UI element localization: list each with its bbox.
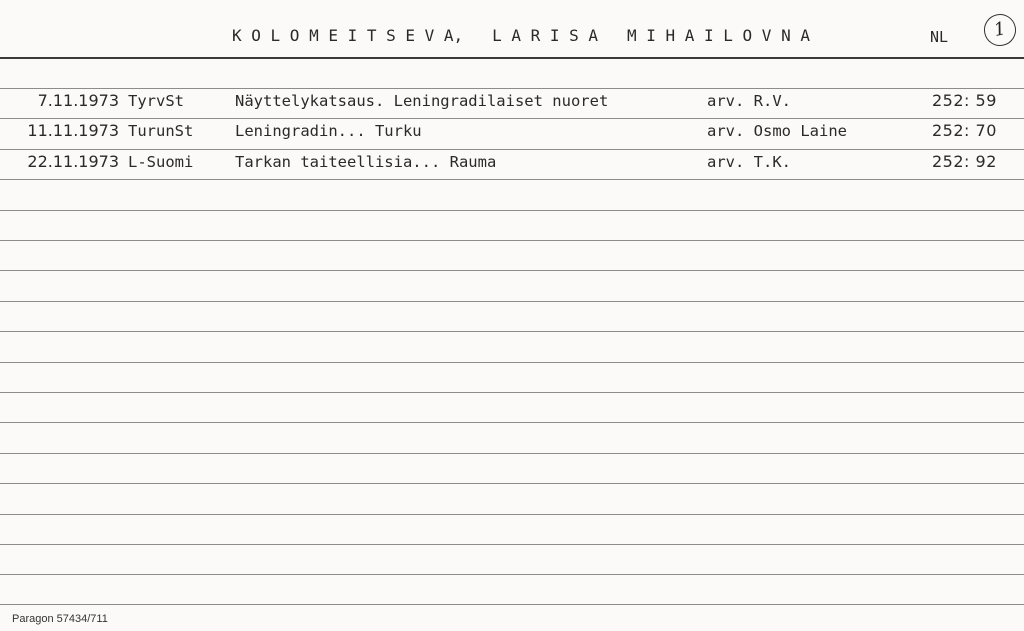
ruled-line bbox=[0, 422, 1024, 423]
entry-title: Näyttelykatsaus. Leningradilaiset nuoret bbox=[235, 92, 609, 110]
header-rule bbox=[0, 57, 1024, 59]
ruled-line bbox=[0, 483, 1024, 484]
entry-row bbox=[0, 88, 1024, 118]
entry-source: TurunSt bbox=[128, 122, 194, 140]
ruled-line bbox=[0, 362, 1024, 363]
entry-title: Tarkan taiteellisia... Rauma bbox=[235, 153, 497, 171]
entry-reviewer: arv. R.V. bbox=[707, 92, 791, 110]
ruled-line bbox=[0, 392, 1024, 393]
ruled-line bbox=[0, 270, 1024, 271]
ruled-line bbox=[0, 453, 1024, 454]
ruled-line bbox=[0, 514, 1024, 515]
entry-ref: 252: 92 bbox=[932, 152, 997, 171]
ruled-line bbox=[0, 179, 1024, 180]
ruled-line bbox=[0, 301, 1024, 302]
ruled-line bbox=[0, 210, 1024, 211]
entry-source: L-Suomi bbox=[128, 153, 194, 171]
card-number-circle: 1 bbox=[981, 11, 1019, 49]
entry-reviewer: arv. Osmo Laine bbox=[707, 122, 847, 140]
ruled-line bbox=[0, 544, 1024, 545]
collection-code: NL bbox=[930, 28, 949, 46]
ruled-line bbox=[0, 331, 1024, 332]
ruled-line bbox=[0, 574, 1024, 575]
entry-reviewer: arv. T.K. bbox=[707, 153, 791, 171]
entry-date: 11.11.1973 bbox=[27, 121, 119, 140]
entry-ref: 252: 59 bbox=[932, 91, 997, 110]
entry-ref: 252: 70 bbox=[932, 121, 997, 140]
entry-date: 22.11.1973 bbox=[27, 152, 119, 171]
entry-row bbox=[0, 118, 1024, 148]
entry-title: Leningradin... Turku bbox=[235, 122, 422, 140]
printer-footer: Paragon 57434/711 bbox=[12, 613, 108, 625]
ruled-line bbox=[0, 240, 1024, 241]
card-heading: K O L O M E I T S E V A, L A R I S A M I H A I L O V N A bbox=[232, 26, 810, 45]
entry-source: TyrvSt bbox=[128, 92, 184, 110]
ruled-line bbox=[0, 604, 1024, 605]
entry-row bbox=[0, 149, 1024, 179]
entry-date: 7.11.1973 bbox=[37, 91, 119, 110]
